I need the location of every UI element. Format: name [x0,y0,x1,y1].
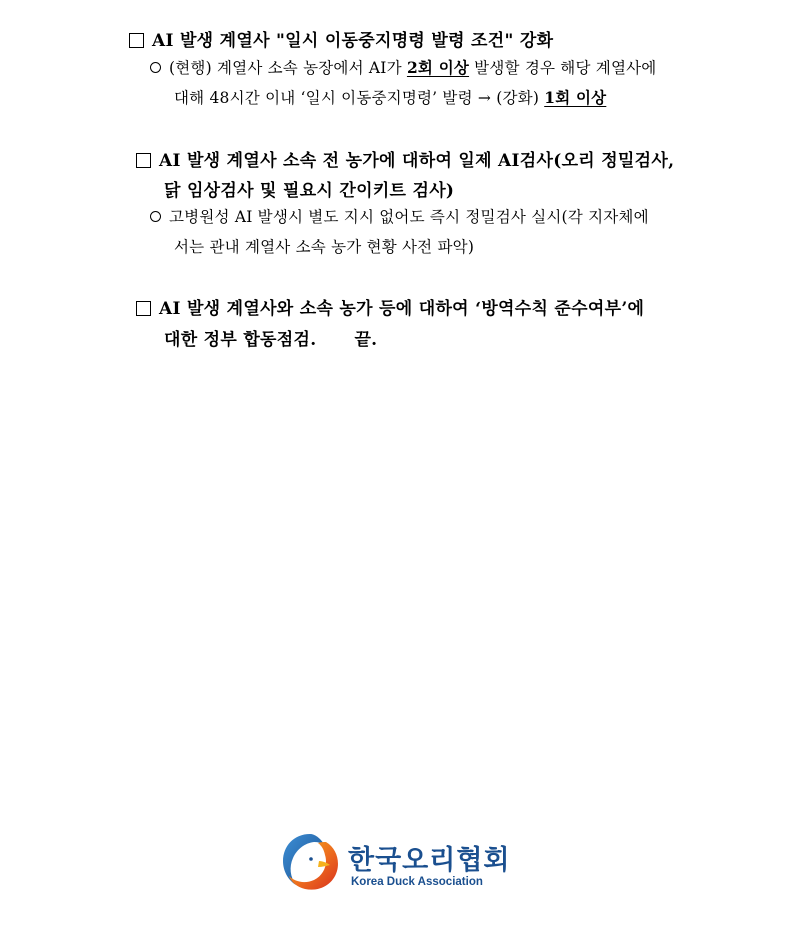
logo-name-korean: 한국오리협회 [348,845,511,876]
section-2-bullet-line-1 [150,205,649,227]
section-2-title-line-2 [164,176,454,201]
section-1-bullet-line-2 [174,86,606,108]
section-1-bullet-text-d: 대해 48시간 이내 ‘일시 이동중지명령’ 발령 → (강화) [174,89,545,107]
korea-duck-association-logo [280,830,520,894]
section-1-bullet-emphasis-1: 2회 이상 [406,58,470,77]
end-mark: 끝. [354,330,378,350]
section-3-title-line-1 [136,294,644,319]
section-2-bullet-text-1: 고병원성 AI 발생시 별도 지시 없어도 즉시 정밀검사 실시(각 지자체에 [169,208,649,226]
section-3-title-line-2 [164,325,377,350]
circle-bullet-icon [150,62,161,73]
section-3-title-1: AI 발생 계열사와 소속 농가 등에 대하여 ‘방역수칙 준수여부’에 [159,299,645,319]
section-2-bullet-text-2: 서는 관내 계열사 소속 농가 현황 사전 파악) [174,238,475,256]
square-bullet-icon [129,33,144,48]
section-1-bullet-text-c: 발생할 경우 해당 계열사에 [469,59,657,77]
section-1-bullet-line-1 [150,56,656,78]
square-bullet-icon [136,153,151,168]
circle-bullet-icon [150,211,161,222]
section-3-title-2: 대한 정부 합동점검. [164,330,317,350]
square-bullet-icon [136,301,151,316]
section-1-bullet-emphasis-2: 1회 이상 [544,88,607,107]
section-2-title-2: 닭 임상검사 및 필요시 간이키트 검사) [164,181,455,201]
section-1-bullet-text-a: (현행) 계열사 소속 농장에서 AI가 [169,59,407,77]
section-2-bullet-line-2 [174,235,474,257]
logo-name-english: Korea Duck Association [351,876,483,888]
section-1-title-line [129,26,553,51]
section-2-title-line-1 [136,146,674,171]
section-1-title: AI 발생 계열사 "일시 이동중지명령 발령 조건" 강화 [152,31,554,51]
section-2-title-1: AI 발생 계열사 소속 전 농가에 대하여 일제 AI검사(오리 정밀검사, [159,151,675,171]
duck-emblem-icon [280,830,344,894]
